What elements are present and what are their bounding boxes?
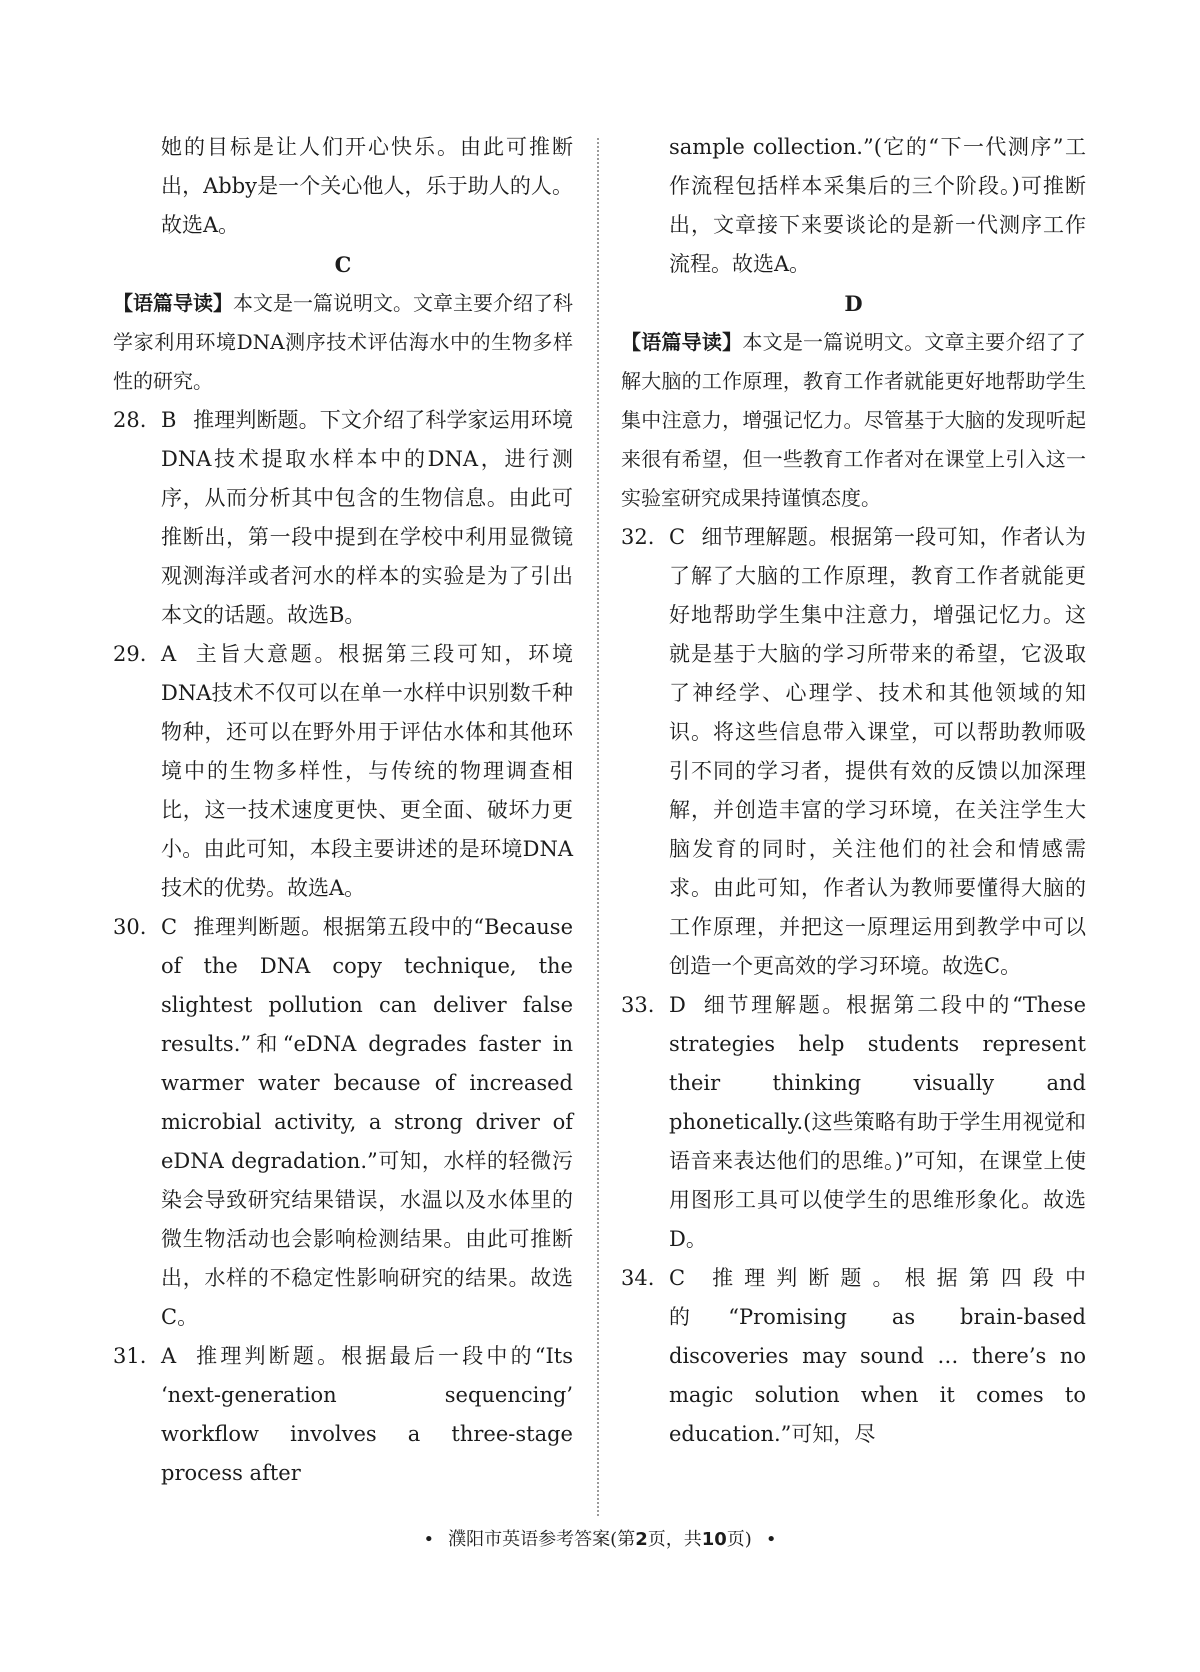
answer-letter: B: [161, 408, 177, 432]
section-heading-d: D: [844, 291, 863, 316]
answer-letter: A: [161, 642, 177, 666]
explanation-text: 推理判断题。根据第四段中的“Promising as brain-based discoveries may sound … there’s no magic solution when it comes to education.”可知，尽: [669, 1266, 1086, 1446]
explanation-text: 主旨大意题。根据第三段可知，环境DNA技术不仅可以在单一水样中识别数千种物种，还可以在野外用于评估水体和其他环境中的生物多样性，与传统的物理调查相比，这一技术速度更快、更全面、破坏力更小。由此可知，本段主要讲述的是环境DNA技术的优势。故选A。: [161, 642, 573, 900]
section-heading-c: C: [334, 252, 352, 277]
question-31: [113, 1337, 573, 1493]
explanation-text: 细节理解题。根据第二段中的“These strategies help students represent their thinking visually and phonetically.(这些策略有助于学生用视觉和语音来表达他们的思维。)”可知，在课堂上使用图形工具可以使学生的思维形象化。故选D。: [669, 993, 1086, 1251]
answer-letter: A: [161, 1344, 177, 1368]
page-footer: [0, 1528, 1200, 1552]
footer-middle: 页，共: [647, 1529, 702, 1550]
question-30: [113, 908, 573, 1337]
footer-prefix: 濮阳市英语参考答案(第: [448, 1529, 636, 1550]
question-32: [621, 518, 1086, 986]
answer-letter: C: [161, 915, 178, 939]
section-intro-d: [621, 323, 1086, 518]
question-number: 32.: [621, 525, 655, 549]
question-34: [621, 1259, 1086, 1454]
section-intro-c: [113, 284, 573, 401]
continued-text-left: 她的目标是让人们开心快乐。由此可推断出，Abby是一个关心他人，乐于助人的人。故选A。: [161, 135, 573, 237]
left-column: [113, 128, 573, 1493]
explanation-text: 推理判断题。根据第五段中的“Because of the DNA copy technique, the slightest pollution can deliver false results.”和“eDNA degrades faster in warmer water because of increased microbial activity, a strong driver of eDNA degradation.”可知，水样的轻微污染会导致研究结果错误，水温以及水体里的微生物活动也会影响检测结果。由此可推断出，水样的不稳定性影响研究的结果。故选C。: [161, 915, 573, 1329]
explanation-text: 细节理解题。根据第一段可知，作者认为了解了大脑的工作原理，教育工作者就能更好地帮助学生集中注意力，增强记忆力。这就是基于大脑的学习所带来的希望，它汲取了神经学、心理学、技术和其他领域的知识。将这些信息带入课堂，可以帮助教师吸引不同的学习者，提供有效的反馈以加深理解，并创造丰富的学习环境，在关注学生大脑发育的同时，关注他们的社会和情感需求。由此可知，作者认为教师要懂得大脑的工作原理，并把这一原理运用到教学中可以创造一个更高效的学习环境。故选C。: [669, 525, 1086, 978]
question-28: [113, 401, 573, 635]
footer-total-pages: 10: [701, 1529, 727, 1550]
question-number: 33.: [621, 993, 655, 1017]
intro-label: 【语篇导读】: [113, 291, 233, 315]
intro-label: 【语篇导读】: [621, 330, 743, 354]
footer-bullet-right: •: [765, 1529, 777, 1550]
answer-letter: D: [669, 993, 686, 1017]
footer-bullet-left: •: [423, 1529, 435, 1550]
explanation-text: 推理判断题。下文介绍了科学家运用环境DNA技术提取水样本中的DNA，进行测序，从而分析其中包含的生物信息。由此可推断出，第一段中提到在学校中利用显微镜观测海洋或者河水的样本的实验是为了引出本文的话题。故选B。: [161, 408, 573, 627]
answer-letter: C: [669, 1266, 686, 1290]
question-number: 31.: [113, 1344, 147, 1368]
column-divider: [597, 138, 599, 1516]
footer-suffix: 页): [726, 1529, 752, 1550]
right-column: [621, 128, 1086, 1454]
question-number: 30.: [113, 915, 147, 939]
question-33: [621, 986, 1086, 1259]
question-number: 28.: [113, 408, 147, 432]
continued-text-right: sample collection.”(它的“下一代测序”工作流程包括样本采集后的三个阶段。)可推断出，文章接下来要谈论的是新一代测序工作流程。故选A。: [669, 135, 1086, 276]
intro-text: 本文是一篇说明文。文章主要介绍了科学家利用环境DNA测序技术评估海水中的生物多样性的研究。: [113, 291, 573, 393]
question-number: 29.: [113, 642, 147, 666]
question-29: [113, 635, 573, 908]
footer-page-number: 2: [635, 1529, 648, 1550]
explanation-text: 推理判断题。根据最后一段中的“Its ‘next-generation sequencing’ workflow involves a three-stage process after: [161, 1344, 573, 1485]
question-number: 34.: [621, 1266, 655, 1290]
answer-letter: C: [669, 525, 686, 549]
intro-text: 本文是一篇说明文。文章主要介绍了了解大脑的工作原理，教育工作者就能更好地帮助学生集中注意力，增强记忆力。尽管基于大脑的发现听起来很有希望，但一些教育工作者对在课堂上引入这一实验室研究成果持谨慎态度。: [621, 330, 1087, 510]
